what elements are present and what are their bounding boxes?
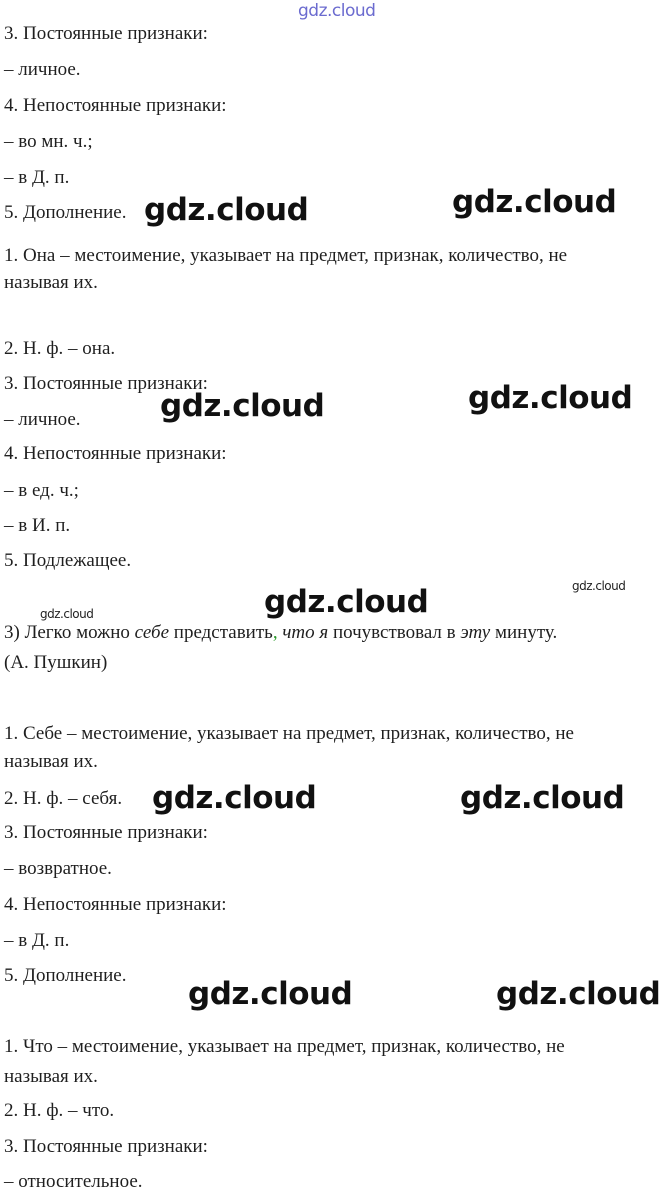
text-line: – во мн. ч.; [4,131,93,152]
watermark: gdz.cloud [468,380,633,416]
text-line: – относительное. [4,1171,143,1192]
sentence-part: представить [169,622,273,643]
pronoun-highlight: эту [460,622,491,643]
sentence-part: почувствовал в [328,622,461,643]
watermark-top: gdz.cloud [298,1,376,21]
sentence-part: 3) Легко можно [4,622,135,643]
pronoun-highlight: себе [134,622,170,643]
text-line: 4. Непостоянные признаки: [4,894,227,915]
text-line: 3. Постоянные признаки: [4,373,208,394]
text-line: – личное. [4,59,81,80]
text-line: – возвратное. [4,858,112,879]
watermark: gdz.cloud [452,184,617,220]
watermark-small: gdz.cloud [572,579,626,593]
text-line: 5. Подлежащее. [4,550,132,571]
text-line: 2. Н. ф. – она. [4,338,116,359]
watermark: gdz.cloud [152,780,317,816]
watermark-small: gdz.cloud [40,607,94,621]
watermark: gdz.cloud [264,584,429,620]
text-line: 3. Постоянные признаки: [4,1136,208,1157]
watermark: gdz.cloud [496,976,661,1012]
text-line: – в Д. п. [4,930,70,951]
watermark: gdz.cloud [188,976,353,1012]
watermark: gdz.cloud [460,780,625,816]
sentence-part: минуту. [490,622,558,643]
text-line: 5. Дополнение. [4,965,127,986]
text-line: – в И. п. [4,515,71,536]
watermark: gdz.cloud [144,192,309,228]
text-line: 2. Н. ф. – что. [4,1100,115,1121]
text-line: 4. Непостоянные признаки: [4,443,227,464]
example-sentence [4,622,557,644]
text-line: называя их. [4,1066,98,1087]
watermark: gdz.cloud [160,388,325,424]
text-line: 3. Постоянные признаки: [4,822,208,843]
text-line: 1. Себе – местоимение, указывает на предмет, признак, количество, не [4,723,574,744]
sentence-author: (А. Пушкин) [4,652,108,673]
text-line: 3. Постоянные признаки: [4,23,208,44]
text-line: 4. Непостоянные признаки: [4,95,227,116]
text-line: – личное. [4,409,81,430]
text-line: 1. Она – местоимение, указывает на предмет, признак, количество, не [4,245,568,266]
text-line: называя их. [4,272,98,293]
pronoun-highlight: что я [282,622,329,643]
text-line: – в Д. п. [4,167,70,188]
text-line: называя их. [4,751,98,772]
text-line: 5. Дополнение. [4,202,127,223]
text-line: 1. Что – местоимение, указывает на предмет, признак, количество, не [4,1036,565,1057]
comma-mark: , [272,622,278,643]
text-line: 2. Н. ф. – себя. [4,788,123,809]
text-line: – в ед. ч.; [4,480,79,501]
